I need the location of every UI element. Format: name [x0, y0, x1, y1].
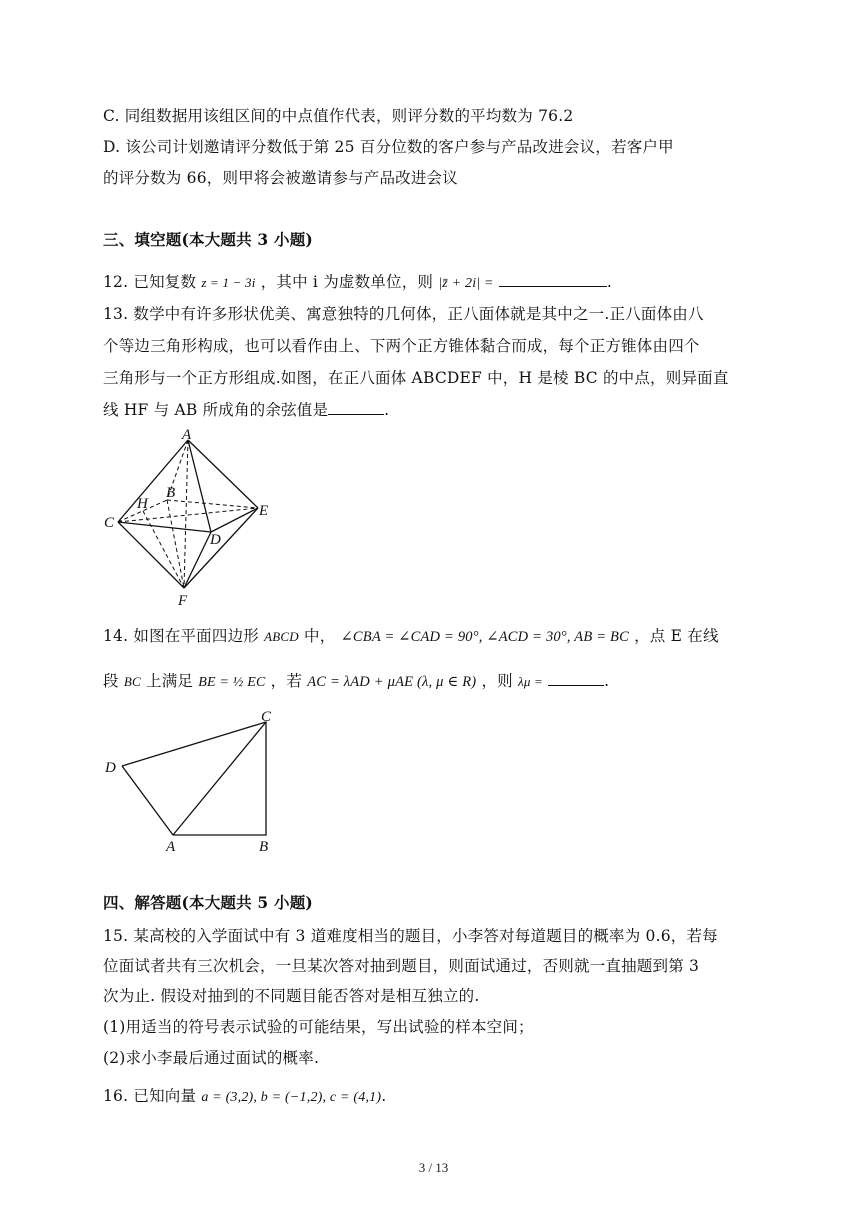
page-number: 3 / 13 — [418, 1160, 449, 1175]
q13-end: . — [384, 401, 390, 419]
q14-if: ，若 — [270, 672, 303, 690]
q15-part2: (2)求小李最后通过面试的概率. — [103, 1049, 320, 1067]
quadrilateral-figure — [100, 705, 285, 857]
label-D: D — [105, 760, 116, 776]
q16-end: . — [381, 1087, 387, 1105]
label-B: B — [259, 839, 269, 855]
q15-line2: 位面试者共有三次机会，一旦某次答对抽到题目，则面试通过，否则就一直抽题到第 3 — [103, 957, 700, 975]
q14-quad: ABCD — [264, 629, 299, 644]
q13-answer-blank — [328, 400, 384, 415]
label-F: F — [178, 593, 188, 609]
q16-vectors: a = (3,2), b = (−1,2), c = (4,1) — [201, 1090, 382, 1105]
label-B: B — [166, 485, 176, 501]
option-d-line1: D. 该公司计划邀请评分数低于第 25 百分位数的客户参与产品改进会议，若客户甲 — [103, 138, 674, 156]
q12-answer-blank — [499, 272, 607, 287]
q16-pre: 16. 已知向量 — [103, 1087, 197, 1105]
q13-line4 — [103, 399, 389, 421]
q14-end: . — [604, 672, 610, 690]
q14-seg: BC — [123, 674, 141, 689]
q14-vec-equation: AC = λAD + μAE (λ, μ ∈ R) — [307, 674, 477, 690]
section3-heading: 三、填空题(本大题共 3 小题) — [103, 230, 313, 249]
q14-line1-pre: 14. 如图在平面四边形 — [103, 627, 259, 645]
option-c: C. 同组数据用该组区间的中点值作代表，则评分数的平均数为 76.2 — [103, 107, 574, 125]
q14-line2-mid: 上满足 — [146, 672, 194, 690]
label-A: A — [166, 839, 176, 855]
question-12 — [103, 271, 612, 295]
q13-line2: 个等边三角形构成，也可以看作由上、下两个正方锥体黏合而成，每个正方锥体由四个 — [103, 337, 700, 355]
label-D: D — [210, 532, 221, 548]
q14-answer-blank — [548, 671, 604, 686]
q14-line2-pre: 段 — [103, 672, 119, 690]
octahedron-figure — [100, 428, 285, 610]
q15-line1: 15. 某高校的入学面试中有 3 道难度相当的题目，小李答对每道题目的概率为 0.6，若每 — [103, 927, 718, 945]
q13-line1: 13. 数学中有许多形状优美、寓意独特的几何体，正八面体就是其中之一.正八面体由八 — [103, 305, 704, 323]
option-d-line2: 的评分数为 66，则甲将会被邀请参与产品改进会议 — [103, 169, 458, 187]
q14-condition: ∠CBA = ∠CAD = 90°, ∠ACD = 30°, AB = BC — [340, 629, 629, 645]
q14-then: ，则 — [481, 672, 513, 690]
q14-vec-condition: BE = ½ EC — [198, 675, 266, 690]
q14-line1 — [103, 625, 719, 648]
q12-abs: |z̄ + 2i| = — [438, 276, 494, 291]
label-E: E — [259, 503, 269, 519]
q12-formula: z = 1 − 3i — [201, 275, 256, 290]
label-C: C — [104, 515, 115, 531]
q14-line2 — [103, 670, 609, 694]
label-A: A — [182, 428, 192, 443]
label-C: C — [261, 709, 272, 725]
q12-end: . — [606, 273, 612, 291]
q14-ask: λμ = — [518, 674, 543, 689]
q14-line1-end: ，点 E 在线 — [634, 627, 719, 645]
section4-heading: 四、解答题(本大题共 5 小题) — [103, 893, 313, 912]
q15-part1: (1)用适当的符号表示试验的可能结果，写出试验的样本空间； — [103, 1018, 534, 1036]
q14-line1-mid: 中， — [304, 627, 336, 645]
q13-line4-text: 线 HF 与 AB 所成角的余弦值是 — [103, 401, 329, 419]
q15-line3: 次为止. 假设对抽到的不同题目能否答对是相互独立的. — [103, 987, 480, 1005]
question-16 — [103, 1085, 386, 1109]
q12-mid: ，其中 i 为虚数单位，则 — [260, 273, 434, 291]
q12-pre: 12. 已知复数 — [103, 273, 197, 291]
q13-line3: 三角形与一个正方形组成.如图，在正八面体 ABCDEF 中，H 是棱 BC 的中点，则异面直 — [103, 369, 729, 387]
label-H: H — [137, 496, 148, 512]
